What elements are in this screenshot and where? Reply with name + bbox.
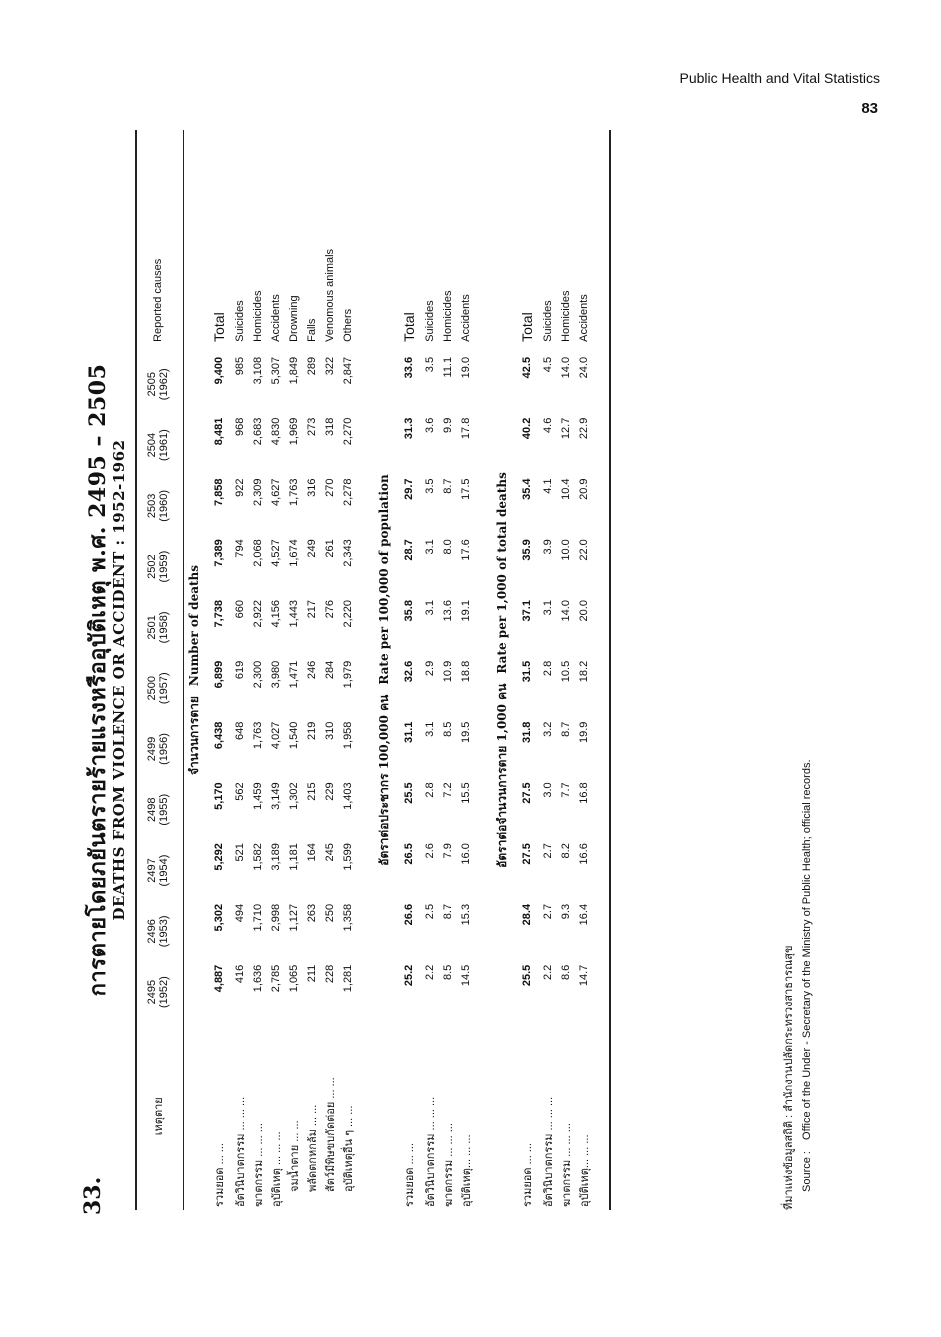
row-label-english: Homicides [252, 290, 264, 342]
cell-value: 1,636 [252, 964, 264, 993]
cell-value: 2,683 [252, 417, 264, 446]
cell-value: 42.5 [521, 356, 533, 379]
cell-value: 316 [306, 478, 318, 497]
cell-value: 2,300 [252, 660, 264, 689]
cell-value: 9.3 [560, 903, 572, 920]
row-label-english: Falls [306, 318, 318, 342]
cell-value: 1,443 [288, 600, 300, 628]
cell-value: 250 [324, 903, 336, 923]
cell-value: 794 [234, 539, 246, 558]
cell-value: 2.9 [424, 660, 436, 677]
cell-value: 229 [324, 782, 336, 801]
cell-value: 13.6 [442, 600, 454, 622]
cell-value: 17.5 [460, 478, 472, 500]
cell-value: 164 [306, 843, 318, 862]
rotated-table-page [80, 55, 840, 1225]
cell-value: 3.2 [542, 721, 554, 737]
cell-value: 4,527 [270, 539, 282, 567]
section-heading-row [371, 130, 397, 1210]
cell-value: 318 [324, 417, 336, 437]
cell-value: 2,068 [252, 539, 264, 567]
cell-value: 2,220 [342, 600, 354, 628]
cell-value: 289 [306, 356, 318, 376]
cell-value: 16.6 [578, 843, 590, 865]
year-be: 2499 [146, 736, 158, 762]
year-ce: (1954) [158, 854, 170, 887]
cell-value: 1,979 [342, 660, 354, 689]
row-label-thai: สัตว์มีพิษขบกัดต่อย ... ... [325, 1077, 337, 1192]
row-label-thai: ฆาตกรรม ... ... ... [561, 1123, 573, 1207]
cell-value: 14.0 [560, 600, 572, 622]
row-label-english: Drowning [288, 295, 300, 342]
source-english-line [798, 759, 816, 1210]
cell-value: 249 [306, 539, 318, 558]
table-row [515, 130, 539, 1210]
cell-value: 3.5 [424, 478, 436, 494]
cell-value: 2.5 [424, 903, 436, 920]
cell-value: 27.5 [521, 782, 533, 804]
cell-value: 985 [234, 356, 246, 376]
row-label-thai: จมน้ำตาย ... ... [289, 1120, 301, 1192]
year-header-2499 [135, 719, 181, 780]
row-label-thai: อัตวินิบาตกรรม ... ... ... [543, 1096, 555, 1207]
table-row [207, 130, 231, 1210]
running-head: Public Health and Vital Statistics [679, 70, 880, 86]
cell-value: 1,763 [252, 721, 264, 750]
cell-value: 968 [234, 417, 246, 437]
cell-value: 8.6 [560, 964, 572, 980]
section-heading-row [489, 130, 515, 1210]
section-heading-english: Rate per 1,000 of total deaths [494, 472, 509, 674]
cell-value: 1,969 [288, 417, 300, 446]
cell-value: 8,481 [213, 417, 225, 446]
year-ce: (1957) [158, 672, 170, 705]
cell-value: 5,292 [213, 843, 225, 871]
cell-value: 35.8 [403, 600, 415, 622]
row-label-english: Accidents [270, 294, 282, 342]
cell-value: 1,403 [342, 782, 354, 810]
cell-value: 6,438 [213, 721, 225, 750]
cell-value: 4,627 [270, 478, 282, 506]
cell-value: 8.7 [560, 721, 572, 737]
year-ce: (1960) [158, 489, 170, 522]
section-heading-thai: อัตราต่อจำนวนการตาย 1,000 คน [494, 683, 509, 868]
cell-value: 2,998 [270, 903, 282, 932]
cell-value: 4.6 [542, 417, 554, 433]
cell-value: 10.4 [560, 478, 572, 500]
cell-value: 9.9 [442, 417, 454, 433]
cell-value: 246 [306, 660, 318, 680]
table-row [557, 130, 575, 1210]
bottom-rule [609, 130, 611, 1210]
cell-value: 40.2 [521, 417, 533, 440]
row-label-english: Homicides [560, 290, 572, 342]
cell-value: 5,170 [213, 782, 225, 810]
cell-value: 1,540 [288, 721, 300, 750]
cell-value: 217 [306, 600, 318, 619]
year-be: 2501 [146, 615, 158, 640]
cell-value: 7,858 [213, 478, 225, 506]
row-label-thai: อุบัติเหตุอื่น ๆ ... ... [343, 1105, 355, 1192]
cell-value: 270 [324, 478, 336, 497]
row-label-thai: รวมยอด ... ... [214, 1143, 226, 1207]
table-footer [780, 759, 816, 1210]
cell-value: 16.0 [460, 843, 472, 865]
cell-value: 1,763 [288, 478, 300, 506]
source-english: Office of the Under - Secretary of the Ministry of Public Health; official records. [801, 759, 813, 1140]
cell-value: 31.3 [403, 417, 415, 440]
year-header-2496 [135, 901, 181, 962]
year-be: 2505 [146, 372, 158, 397]
cell-value: 22.0 [578, 539, 590, 561]
table-row [285, 130, 303, 1210]
row-label-english: Suicides [234, 300, 246, 342]
cell-value: 15.5 [460, 782, 472, 804]
cell-value: 26.6 [403, 903, 415, 926]
cell-value: 14.0 [560, 356, 572, 379]
cell-value: 12.7 [560, 417, 572, 440]
year-header-2500 [135, 658, 181, 719]
cell-value: 228 [324, 964, 336, 984]
row-label-thai: อุบัติเหตุ... ... ... [461, 1134, 473, 1207]
cell-value: 2.7 [542, 843, 554, 859]
cell-value: 8.7 [442, 903, 454, 920]
row-label-english: Total [211, 312, 227, 342]
cell-value: 20.0 [578, 600, 590, 622]
cell-value: 3.6 [424, 417, 436, 433]
cell-value: 284 [324, 660, 336, 680]
year-header-2502 [135, 536, 181, 597]
section-spacer [593, 130, 607, 1210]
cell-value: 1,065 [288, 964, 300, 993]
cell-value: 648 [234, 721, 246, 740]
cell-value: 3,189 [270, 843, 282, 871]
table-row [339, 130, 357, 1210]
section-heading [371, 130, 397, 1210]
row-label-english: Suicides [424, 300, 436, 342]
cell-value: 1,958 [342, 721, 354, 750]
deaths-table [135, 130, 607, 1210]
cell-value: 2,785 [270, 964, 282, 993]
cell-value: 2.8 [424, 782, 436, 798]
cell-value: 19.1 [460, 600, 472, 622]
row-label-thai: อุบัติเหตุ ... ... ... [271, 1131, 283, 1207]
cell-value: 273 [306, 417, 318, 437]
row-label-english: Total [401, 312, 417, 342]
cell-value: 31.1 [403, 721, 415, 743]
cell-value: 660 [234, 600, 246, 619]
cell-value: 521 [234, 843, 246, 862]
year-header-2497 [135, 840, 181, 901]
cell-value: 8.2 [560, 843, 572, 859]
table-row [231, 130, 249, 1210]
cell-value: 14.5 [460, 964, 472, 987]
stub-header-thai: เหตุตาย [153, 1097, 165, 1136]
cell-value: 922 [234, 478, 246, 497]
cell-value: 10.5 [560, 660, 572, 683]
cell-value: 4.5 [542, 356, 554, 373]
cell-value: 9,400 [213, 356, 225, 385]
cell-value: 2.2 [542, 964, 554, 980]
cell-value: 29.7 [403, 478, 415, 500]
row-label-thai: อัตวินิบาตกรรม ... ... ... [425, 1096, 437, 1207]
cell-value: 3,108 [252, 356, 264, 385]
cell-value: 261 [324, 539, 336, 558]
cell-value: 3,149 [270, 782, 282, 810]
table-header-row [135, 130, 181, 1210]
cell-value: 3.5 [424, 356, 436, 373]
cell-value: 31.5 [521, 660, 533, 683]
cell-value: 1,281 [342, 964, 354, 993]
section-heading-thai: อัตราต่อประชากร 100,000 คน [376, 694, 391, 866]
table-row [321, 130, 339, 1210]
year-ce: (1956) [158, 733, 170, 765]
cell-value: 1,127 [288, 903, 300, 932]
cell-value: 2,278 [342, 478, 354, 506]
source-label: Source : [801, 1151, 813, 1192]
table-row [397, 130, 421, 1210]
statistics-table-frame [135, 130, 775, 1210]
cell-value: 219 [306, 721, 318, 740]
cell-value: 7,738 [213, 600, 225, 628]
cell-value: 3.0 [542, 782, 554, 798]
cell-value: 2,847 [342, 356, 354, 385]
cell-value: 2.8 [542, 660, 554, 677]
cell-value: 35.9 [521, 539, 533, 561]
cell-value: 7.7 [560, 782, 572, 798]
section-heading-row [181, 130, 207, 1210]
row-label-english: Accidents [460, 294, 472, 342]
year-ce: (1958) [158, 611, 170, 644]
cell-value: 3.1 [424, 600, 436, 616]
cell-value: 16.8 [578, 782, 590, 804]
source-thai: ที่มาแห่งข้อมูลสถิติ : สำนักงานปลัดกระทรวงสาธารณสุข [783, 945, 795, 1210]
cell-value: 4.1 [542, 478, 554, 494]
cell-value: 3.9 [542, 539, 554, 555]
cell-value: 2.2 [424, 964, 436, 980]
cell-value: 2.6 [424, 843, 436, 859]
cell-value: 19.9 [578, 721, 590, 743]
cell-value: 1,302 [288, 782, 300, 810]
cell-value: 31.8 [521, 721, 533, 743]
cell-value: 276 [324, 600, 336, 619]
year-header-2495 [135, 962, 181, 1023]
cell-value: 1,582 [252, 843, 264, 871]
cell-value: 5,307 [270, 356, 282, 385]
cell-value: 263 [306, 903, 318, 923]
row-label-english: Accidents [578, 294, 590, 342]
cell-value: 37.1 [521, 600, 533, 622]
cell-value: 7.9 [442, 843, 454, 859]
cell-value: 18.8 [460, 660, 472, 683]
cell-value: 562 [234, 782, 246, 801]
cell-value: 28.4 [521, 903, 533, 926]
cell-value: 19.0 [460, 356, 472, 379]
cell-value: 22.9 [578, 417, 590, 440]
cell-value: 14.7 [578, 964, 590, 987]
cell-value: 310 [324, 721, 336, 740]
row-label-thai: อุบัติเหตุ... ... ... [579, 1134, 591, 1207]
year-be: 2503 [146, 493, 158, 519]
cell-value: 8.5 [442, 964, 454, 980]
cell-value: 619 [234, 660, 246, 680]
row-label-english: Venomous animals [324, 248, 336, 342]
cell-value: 4,027 [270, 721, 282, 750]
table-title-thai: การตายโดยภยันตรายร้ายแรงหรืออุบัติเหตุ พ.ศ. 2495 – 2505 [85, 363, 111, 997]
cell-value: 2,343 [342, 539, 354, 567]
cell-value: 1,358 [342, 903, 354, 932]
cell-value: 3.1 [424, 539, 436, 555]
cell-value: 26.5 [403, 843, 415, 865]
cell-value: 322 [324, 356, 336, 376]
cell-value: 1,471 [288, 660, 300, 689]
cell-value: 11.1 [442, 356, 454, 378]
section-heading-thai: จำนวนการตาย [186, 696, 201, 776]
year-be: 2500 [146, 675, 158, 701]
cell-value: 1,459 [252, 782, 264, 810]
year-ce: (1953) [158, 915, 170, 948]
cell-value: 24.0 [578, 356, 590, 379]
year-be: 2496 [146, 919, 158, 944]
cell-value: 215 [306, 782, 318, 801]
cell-value: 5,302 [213, 903, 225, 932]
year-ce: (1962) [158, 368, 170, 401]
table-row [539, 130, 557, 1210]
section-heading-english: Number of deaths [186, 564, 201, 687]
table-title-english: DEATHS FROM VIOLENCE OR ACCIDENT : 1952-1962 [110, 439, 128, 921]
row-label-english: Others [342, 308, 354, 342]
cell-value: 1,710 [252, 903, 264, 932]
section-spacer [357, 130, 371, 1210]
year-header-2504 [135, 415, 181, 476]
cell-value: 4,156 [270, 600, 282, 628]
section-heading-english: Rate per 100,000 of population [376, 474, 391, 685]
table-row [267, 130, 285, 1210]
cell-value: 25.5 [403, 782, 415, 804]
row-label-thai: พลัดตกหกล้ม ... ... [307, 1104, 319, 1192]
row-label-thai: ฆาตกรรม ... ... ... [443, 1123, 455, 1207]
cell-value: 15.3 [460, 903, 472, 926]
table-row [421, 130, 439, 1210]
row-label-thai: ฆาตกรรม ... ... ... [253, 1123, 265, 1207]
cell-value: 3,980 [270, 660, 282, 689]
cell-value: 8.5 [442, 721, 454, 737]
cell-value: 35.4 [521, 478, 533, 500]
year-ce: (1952) [158, 976, 170, 1008]
cell-value: 2,270 [342, 417, 354, 446]
row-label-thai: รวมยอด ... ... [404, 1143, 416, 1207]
cell-value: 8.7 [442, 478, 454, 494]
cell-value: 19.5 [460, 721, 472, 743]
cell-value: 1,181 [288, 843, 300, 871]
header-rule [183, 130, 184, 1210]
cell-value: 2.7 [542, 903, 554, 920]
cell-value: 33.6 [403, 356, 415, 379]
year-be: 2504 [146, 432, 158, 458]
table-row [575, 130, 593, 1210]
cell-value: 27.5 [521, 843, 533, 865]
year-be: 2498 [146, 797, 158, 822]
row-label-thai: อัตวินิบาตกรรม ... ... ... [235, 1096, 247, 1207]
reported-causes-header: Reported causes [152, 258, 164, 342]
cell-value: 16.4 [578, 903, 590, 926]
cell-value: 25.2 [403, 964, 415, 987]
table-number: 33. [80, 1176, 106, 1215]
cell-value: 6,899 [213, 660, 225, 689]
year-be: 2502 [146, 554, 158, 579]
year-header-2505 [135, 354, 181, 415]
section-heading [181, 130, 207, 1210]
cell-value: 7.2 [442, 782, 454, 798]
cell-value: 25.5 [521, 964, 533, 987]
year-header-2498 [135, 779, 181, 840]
cell-value: 1,674 [288, 539, 300, 567]
year-be: 2495 [146, 979, 158, 1005]
row-label-english: Suicides [542, 300, 554, 342]
cell-value: 17.6 [460, 539, 472, 561]
cell-value: 17.8 [460, 417, 472, 440]
cell-value: 2,922 [252, 600, 264, 628]
page-number: 83 [861, 100, 878, 117]
table-row [439, 130, 457, 1210]
cell-value: 2,309 [252, 478, 264, 506]
section-heading [489, 130, 515, 1210]
cell-value: 1,599 [342, 843, 354, 871]
row-label-thai: รวมยอด ... ... [522, 1143, 534, 1207]
cell-value: 10.9 [442, 660, 454, 683]
cell-value: 245 [324, 843, 336, 862]
cell-value: 28.7 [403, 539, 415, 561]
cell-value: 18.2 [578, 660, 590, 683]
table-row [457, 130, 475, 1210]
cell-value: 3.1 [424, 721, 436, 737]
cell-value: 10.0 [560, 539, 572, 561]
cell-value: 416 [234, 964, 246, 984]
year-ce: (1955) [158, 793, 170, 826]
cell-value: 20.9 [578, 478, 590, 500]
cell-value: 1,849 [288, 356, 300, 385]
cell-value: 32.6 [403, 660, 415, 683]
year-header-2503 [135, 475, 181, 536]
table-row [249, 130, 267, 1210]
cell-value: 494 [234, 903, 246, 923]
row-label-english: Total [519, 312, 535, 342]
cell-value: 4,887 [213, 964, 225, 993]
year-ce: (1959) [158, 550, 170, 583]
year-header-2501 [135, 597, 181, 658]
year-ce: (1961) [158, 429, 170, 461]
year-be: 2497 [146, 858, 158, 883]
section-spacer [475, 130, 489, 1210]
cell-value: 4,830 [270, 417, 282, 446]
row-label-english: Homicides [442, 290, 454, 342]
cell-value: 211 [306, 964, 318, 983]
cell-value: 3.1 [542, 600, 554, 616]
cell-value: 7,389 [213, 539, 225, 567]
top-rule [135, 130, 137, 1210]
cell-value: 8.0 [442, 539, 454, 555]
table-row [303, 130, 321, 1210]
